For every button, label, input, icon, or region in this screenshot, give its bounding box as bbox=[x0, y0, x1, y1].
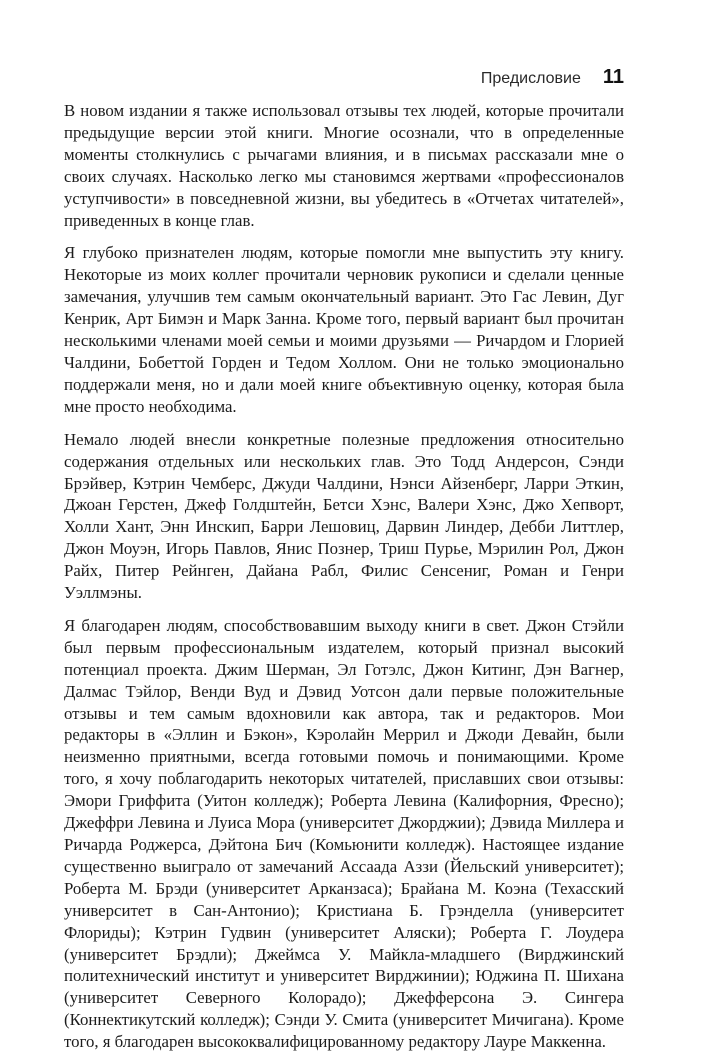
running-head bbox=[64, 66, 624, 89]
paragraph: В новом издании я также использовал отзывы тех людей, которые прочитали предыдущие версии этой книги. Многие осознали, что в определенные моменты столкнулись с рычагами влияния, и в письмах рассказали мне о своих случаях. Насколько легко мы становимся жертвами «профессионалов уступчивости» в повседневной жизни, вы убедитесь в «Отчетах читателей», приведенных в конце глав. bbox=[64, 101, 624, 230]
page-number: 11 bbox=[602, 66, 624, 88]
paragraph: Я глубоко признателен людям, которые помогли мне выпустить эту книгу. Некоторые из моих коллег прочитали черновик рукописи и сделали ценные замечания, улучшив тем самым окончательный вариант. Это Гас Левин, Дуг Кенрик, Арт Бимэн и Марк Занна. Кроме того, первый вариант был прочитан несколькими членами моей семьи и моими друзьями — Ричардом и Глорией Чалдини, Бобеттой Горден и Тедом Холлом. Они не только эмоционально поддержали меня, но и дали моей книге объективную оценку, которая была мне просто необходима. bbox=[64, 243, 624, 416]
body-text bbox=[64, 100, 624, 1064]
paragraph: Я благодарен людям, способствовавшим выходу книги в свет. Джон Стэйли был первым профессиональным издателем, который признал высокий потенциал проекта. Джим Шерман, Эл Готэлс, Джон Китинг, Дэн Вагнер, Далмас Тэйлор, Венди Вуд и Дэвид Уотсон дали первые положительные отзывы и тем самым вдохновили как автора, так и редакторов. Мои редакторы в «Эллин и Бэкон», Кэролайн Меррил и Джоди Девайн, были неизменно приятными, всегда готовыми помочь и понимающими. Кроме того, я хочу поблагодарить некоторых читателей, приславших свои отзывы: Эмори Гриффита (Уитон колледж); Роберта Левина (Калифорния, Фресно); Джеффри Левина и Луиса Мора (университет Джорджии); Дэвида Миллера и Ричарда Роджерса, Дэйтона Бич (Комьюнити колледж). Настоящее издание существенно выиграло от замечаний Ассаада Аззи (Йельский университет); Роберта М. Брэди (университет Арканзаса); Брайана М. Коэна (Техасский университет в Сан-Антонио); Кристиана Б. Грэнделла (университет Флориды); Кэтрин Гудвин (университет Аляски); Роберта Г. Лоудера (университет Брэдли); Джеймса У. Майкла-младшего (Вирджинский политехнический институт и университет Вирджинии); Юджина П. Шихана (университет Северного Колорадо); Джефферсона Э. Сингера (Коннектикутский колледж); Сэнди У. Смита (университет Мичигана). Кроме того, я благодарен высококвалифицированному редактору Лауре Маккенна. bbox=[64, 615, 624, 1052]
section-title: Предисловие bbox=[480, 70, 581, 87]
paragraph: Немало людей внесли конкретные полезные предложения относительно содержания отдельных или нескольких глав. Это Тодд Андерсон, Сэнди Брэйвер, Кэтрин Чемберс, Джуди Чалдини, Нэнси Айзенберг, Ларри Эткин, Джоан Герстен, Джеф Голдштейн, Бетси Хэнс, Валери Хэнс, Джо Хепворт, Холли Хант, Энн Инскип, Барри Лешовиц, Дарвин Линдер, Дебби Литтлер, Джон Моуэн, Игорь Павлов, Янис Познер, Триш Пурье, Мэрилин Рол, Джон Райх, Питер Рейнген, Дайана Рабл, Филис Сенсениг, Роман и Генри Уэллмэны. bbox=[64, 429, 624, 603]
